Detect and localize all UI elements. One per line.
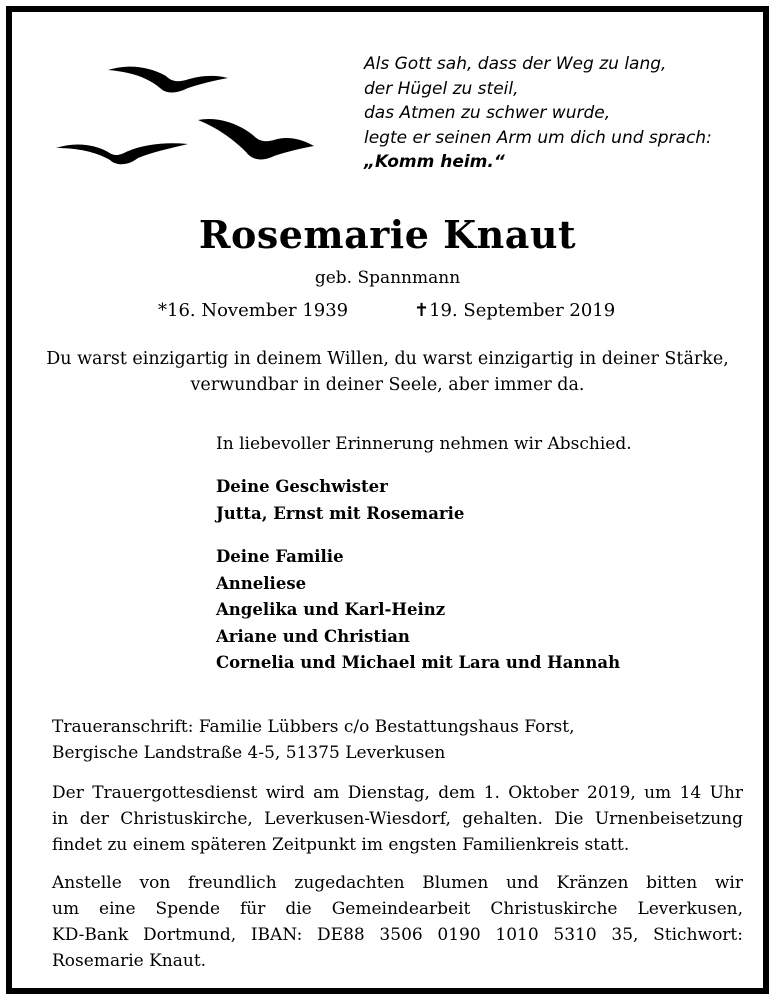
donation-line: KD-Bank Dortmund, IBAN: DE88 3506 0190 1010 5310 35, Stichwort: (52, 925, 743, 945)
motto (12, 346, 763, 398)
obituary-frame (6, 6, 769, 994)
bird-icon (56, 143, 188, 164)
donation-line: Anstelle von freundlich zugedachten Blumen und Kränzen bitten wir (52, 873, 743, 893)
poem (364, 52, 764, 175)
mourner-line: Jutta, Ernst mit Rosemarie (216, 503, 465, 523)
mourners-siblings (216, 474, 464, 527)
poem-line: der Hügel zu steil, (364, 78, 519, 99)
motto-line: Du warst einzigartig in deinem Willen, du warst einzigartig in deiner Stärke, (46, 349, 729, 369)
mourner-line: Anneliese (216, 573, 307, 593)
motto-line: verwundbar in deiner Seele, aber immer da. (190, 375, 585, 395)
service-line: in der Christuskirche, Leverkusen-Wiesdorf, gehalten. Die Urnenbeisetzung (52, 809, 743, 829)
birds-illustration (48, 52, 338, 182)
poem-line: legte er seinen Arm um dich und sprach: (364, 127, 712, 148)
birth-date: *16. November 1939 (158, 300, 349, 321)
mourners-family (216, 544, 620, 677)
address-line: Traueranschrift: Familie Lübbers c/o Bestattungshaus Forst, (52, 717, 575, 737)
death-date: ✝19. September 2019 (414, 300, 616, 321)
poem-line: Als Gott sah, dass der Weg zu lang, (364, 54, 667, 74)
service-notice (52, 780, 743, 858)
mourner-line: Cornelia und Michael mit Lara und Hannah (216, 653, 621, 672)
service-line: Der Trauergottesdienst wird am Dienstag, dem 1. Oktober 2019, um 14 Uhr (52, 783, 743, 803)
mourner-line: Ariane und Christian (216, 626, 410, 646)
life-dates (12, 300, 763, 324)
mourning-address (52, 714, 574, 766)
mourner-line: Deine Familie (216, 547, 344, 566)
service-line: findet zu einem späteren Zeitpunkt im engsten Familienkreis statt. (52, 835, 630, 855)
mourner-line: Deine Geschwister (216, 477, 388, 496)
maiden-name: geb. Spannmann (314, 268, 461, 288)
mourner-line: Angelika und Karl-Heinz (216, 600, 446, 619)
donation-line: Rosemarie Knaut. (52, 951, 207, 971)
farewell-text: In liebevoller Erinnerung nehmen wir Abschied. (216, 434, 632, 454)
donation-line: um eine Spende für die Gemeindearbeit Christuskirche Leverkusen, (52, 899, 743, 919)
bird-icon (108, 67, 228, 93)
address-line: Bergische Landstraße 4-5, 51375 Leverkusen (52, 743, 446, 763)
poem-line: das Atmen zu schwer wurde, (364, 103, 611, 123)
deceased-name: Rosemarie Knaut (198, 212, 577, 257)
poem-quote: „Komm heim.“ (364, 152, 505, 172)
bird-icon (198, 119, 314, 160)
donation-notice (52, 870, 743, 974)
